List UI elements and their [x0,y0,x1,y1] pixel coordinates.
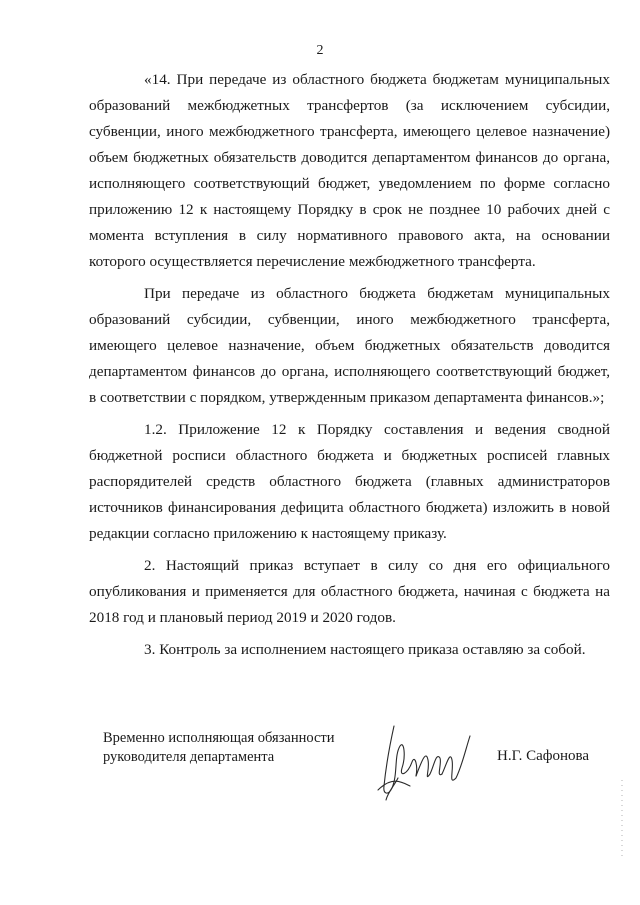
signatory-position [103,729,335,767]
paragraph-14: «14. При передаче из областного бюджета бюджетам муниципальных образований межбюджетных трансфертов (за исключением субсидии, субвенции, иного межбюджетного трансферта, имеющего целевое назначение) объем бюджетных обязательств доводится департаментом финансов до органа, исполняющего соответствующий бюджет, уведомлением по форме согласно приложению 12 к настоящему Порядку в срок не позднее 10 рабочих дней с момента вступления в силу нормативного правового акта, на основании которого осуществляется перечисление межбюджетного трансферта. [89,71,610,270]
paragraph-2: 2. Настоящий приказ вступает в силу со дня его официального опубликования и применяется для областного бюджета, начиная с бюджета на 2018 год и плановый период 2019 и 2020 годов. [89,557,610,626]
signatory-position-line-1: Временно исполняющая обязанности [103,730,335,746]
page-number: 2 [316,43,324,58]
paragraph-3: 3. Контроль за исполнением настоящего приказа оставляю за собой. [144,641,586,658]
paragraph-14-continued: При передаче из областного бюджета бюджетам муниципальных образований субсидии, субвенции, иного межбюджетного трансферта, имеющего целевое назначение, объем бюджетных обязательств доводится департаментом финансов до органа, исполняющего соответствующий бюджет, в соответствии с порядком, утвержденным приказом департамента финансов.»; [89,285,610,406]
document-body [89,67,610,663]
signatory-position-line-2: руководителя департамента [103,749,275,765]
handwritten-signature [372,716,472,806]
signatory-name: Н.Г. Сафонова [497,748,590,764]
paragraph-1-2: 1.2. Приложение 12 к Порядку составления и ведения сводной бюджетной росписи областного бюджета и бюджетных росписей главных распорядителей средств областного бюджета (главных администраторов источников финансирования дефицита областного бюджета) изложить в новой редакции согласно приложению к настоящему приказу. [89,421,610,542]
margin-dotted-line [620,780,624,860]
